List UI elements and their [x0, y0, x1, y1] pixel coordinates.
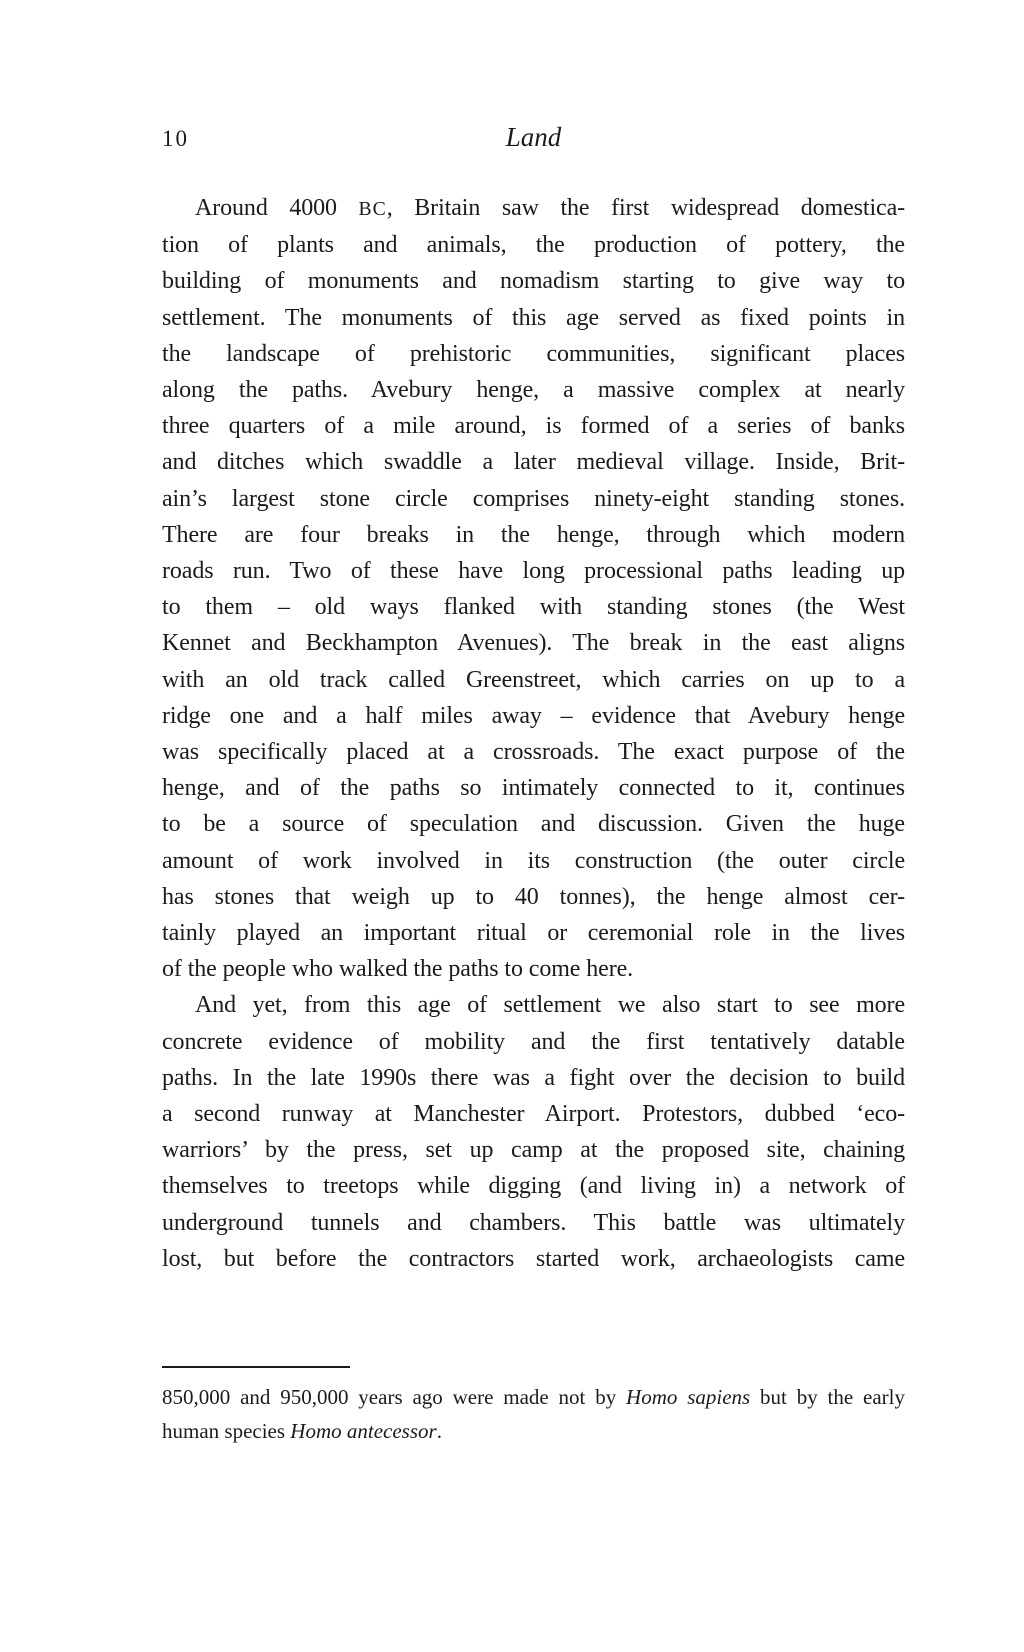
- body-line: themselves to treetops while digging (and living in) a network of: [162, 1173, 905, 1200]
- body-line: settlement. The monuments of this age served as fixed points in: [162, 304, 905, 331]
- italic-text-segment: Homo sapiens: [626, 1385, 751, 1409]
- body-line: warriors’ by the press, set up camp at the proposed site, chaining: [162, 1137, 905, 1164]
- body-line: amount of work involved in its construction (the outer circle: [162, 847, 905, 874]
- body-line: building of monuments and nomadism starting to give way to: [162, 268, 905, 295]
- text-segment: but by the early: [750, 1385, 905, 1409]
- body-line: Kennet and Beckhampton Avenues). The break in the east aligns: [162, 630, 905, 657]
- italic-text-segment: Homo antecessor: [290, 1418, 437, 1443]
- body-line: underground tunnels and chambers. This battle was ultimately: [162, 1209, 905, 1236]
- small-caps-text-segment: BC: [358, 198, 387, 220]
- text-segment: Around 4000: [195, 195, 359, 221]
- body-line: There are four breaks in the henge, through which modern: [162, 521, 905, 548]
- body-line: paths. In the late 1990s there was a fight over the decision to build: [162, 1064, 905, 1091]
- text-segment: .: [436, 1418, 442, 1443]
- text-segment: 850,000 and 950,000 years ago were made not by: [162, 1385, 627, 1409]
- page-header: [162, 122, 905, 160]
- body-line: and ditches which swaddle a later medieval village. Inside, Brit-: [162, 449, 905, 476]
- body-line: lost, but before the contractors started work, archaeologists came: [162, 1245, 905, 1272]
- body-line: has stones that weigh up to 40 tonnes), the henge almost cer-: [162, 883, 905, 910]
- body-line: ain’s largest stone circle comprises ninety-eight standing stones.: [162, 485, 905, 512]
- body-line: with an old track called Greenstreet, which carries on up to a: [162, 666, 905, 693]
- body-line: the landscape of prehistoric communities, significant places: [162, 340, 905, 367]
- body-line: along the paths. Avebury henge, a massive complex at nearly: [162, 377, 905, 404]
- text-segment: human species: [162, 1418, 291, 1443]
- body-line: a second runway at Manchester Airport. Protestors, dubbed ‘eco-: [162, 1101, 905, 1128]
- body-line: to them – old ways flanked with standing stones (the West: [162, 594, 905, 621]
- page-number: 10: [162, 126, 189, 151]
- body-line: tion of plants and animals, the production of pottery, the: [162, 232, 905, 259]
- text-segment: , Britain saw the first widespread domestica-: [386, 195, 906, 221]
- footnote-line: [162, 1381, 905, 1415]
- body-line: roads run. Two of these have long processional paths leading up: [162, 558, 905, 585]
- body-text: [162, 190, 905, 1277]
- body-line: was specifically placed at a crossroads. The exact purpose of the: [162, 739, 905, 766]
- footnote-rule: [162, 1366, 350, 1368]
- footnote-line: [162, 1415, 905, 1449]
- body-line: of the people who walked the paths to come here.: [162, 956, 634, 983]
- body-line: three quarters of a mile around, is formed of a series of banks: [162, 413, 905, 440]
- body-line: to be a source of speculation and discussion. Given the huge: [162, 811, 905, 838]
- body-line: henge, and of the paths so intimately connected to it, continues: [162, 775, 905, 802]
- body-line: ridge one and a half miles away – evidence that Avebury henge: [162, 702, 905, 729]
- body-line: [162, 190, 905, 227]
- footnote: [162, 1381, 905, 1448]
- body-line: concrete evidence of mobility and the first tentatively datable: [162, 1028, 905, 1055]
- running-head-title: Land: [505, 122, 562, 152]
- body-line: tainly played an important ritual or ceremonial role in the lives: [162, 920, 905, 947]
- body-line: And yet, from this age of settlement we also start to see more: [195, 992, 905, 1019]
